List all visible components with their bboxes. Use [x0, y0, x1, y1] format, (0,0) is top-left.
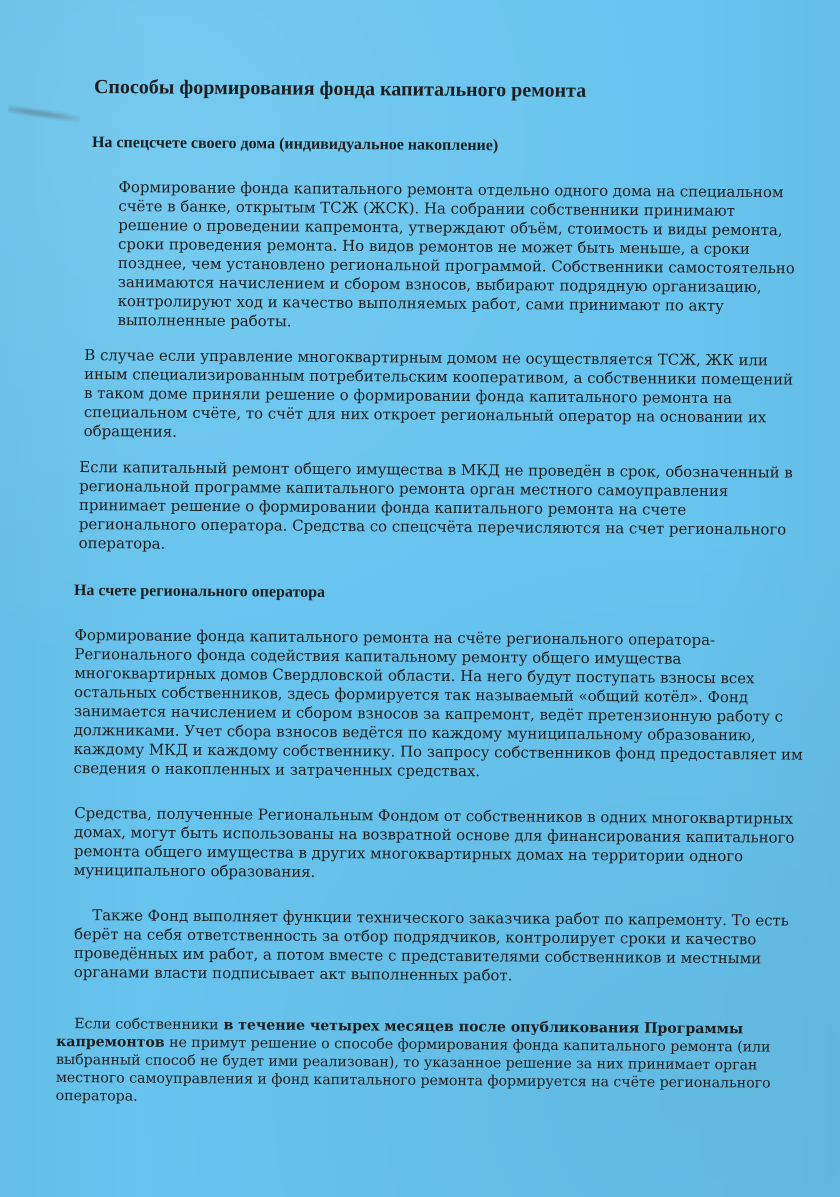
- regional-operator-paragraph-1: Формирование фонда капитального ремонта на счёте регионального оператора-Регионального фонда содействия капитальному ремонту общего имущества многоквартирных домов Свердловской области. На него будут поступать взносы всех остальных собственников, здесь формируется так называемый «общий котёл». Фонд занимается начислением и сбором взносов за капремонт, ведёт претензионную работу с должниками. Учет сбора взносов ведётся по каждому муниципальному образованию, каждому МКД и каждому собственнику. По запросу собственников фонд предоставляет им сведения о накопленных и затраченных средствах.: [73, 625, 803, 781]
- regional-operator-paragraph-3-text: Также Фонд выполняет функции технического заказчика работ по капремонту. То есть берёт на себя ответственность за отбор подрядчиков, контролирует сроки и качество проведённых им работ, а потом вместе с представителями собственников и местными органами власти подписывает акт выполненных работ.: [73, 906, 789, 985]
- special-account-paragraph-3: Если капитальный ремонт общего имущества в МКД не проведён в срок, обозначенный в региональной программе капитального ремонта орган местного самоуправления принимает решение о формировании фонда капитального ремонта на счете регионального оператора. Средства со спецсчёта перечисляются на счет регионального оператора.: [78, 457, 793, 553]
- special-account-paragraph-1: Формирование фонда капитального ремонта отдельно одного дома на специальном счёте в банке, открытым ТСЖ (ЖСК). На собрании собственники принимают решение о проведении капремонта, утверждают объём, стоимость и виды ремонта, сроки проведения ремонта. Но видов ремонтов не может быть меньше, а сроки позднее, чем установлено региональной программой. Собственники самостоятельно занимаются начислением и сбором взносов, выбирают подрядную организацию, контролируют ход и качество выполняемых работ, сами принимают по акту выполненные работы.: [117, 177, 795, 331]
- paragraph-4-bold-term: в течение четырех месяцев после опубликования Программы капремонтов: [56, 1017, 744, 1051]
- section-title-special-account: На спецсчете своего дома (индивидуальное накопление): [91, 133, 499, 154]
- document-title: Способы формирования фонда капитального ремонта: [93, 76, 587, 102]
- special-account-paragraph-2: В случае если управление многоквартирным домом не осуществляется ТСЖ, ЖК или иным специализированным потребительским кооперативом, а собственники помещений в таком доме приняли решение о формировании фонда капитального ремонта на специальном счёте, то счёт для них откроет региональный оператор на основании их обращения.: [83, 345, 794, 441]
- document-content: [55, 76, 804, 1105]
- scan-smudge: [8, 103, 81, 125]
- regional-operator-paragraph-3: [74, 906, 805, 988]
- paragraph-4-prefix: Если собственники: [74, 1016, 219, 1034]
- section-title-regional-operator: На счете регионального оператора: [73, 581, 326, 601]
- regional-operator-paragraph-4: [56, 1015, 797, 1111]
- paragraph-4-suffix: не примут решение о способе формирования фонда капитального ремонта (или выбранный способ не будет ими реализован), то указанное решение за них принимает орган местного самоуправления и фонд капитального ремонта формируется на счёте регионального оператора.: [55, 1034, 771, 1105]
- regional-operator-paragraph-2: Средства, полученные Региональным Фондом от собственников в одних многоквартирных домах, могут быть использованы на возвратной основе для финансирования капитального ремонта общего имущества в других многоквартирных домах на территории одного муниципального образования.: [73, 803, 795, 881]
